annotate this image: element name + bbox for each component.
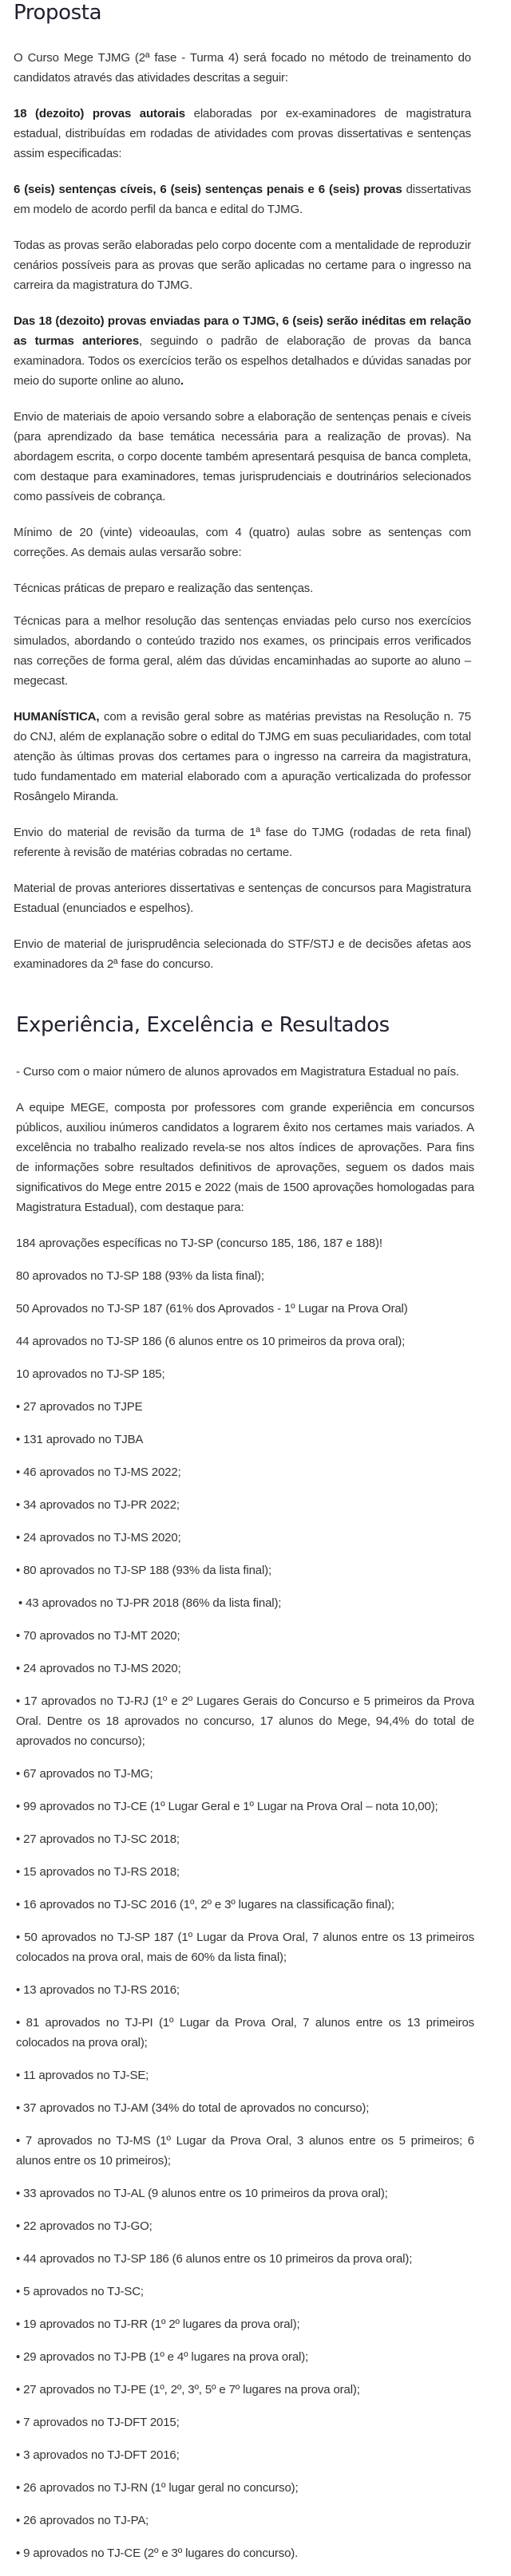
- humanistica-text: com a revisão geral sobre as matérias previstas na Resolução n. 75 do CNJ, além de explanação sobre o edital do TJMG em suas peculiaridades, com total atenção às últimas provas dos certames para o ingresso na carreira da magistratura, tudo fundamentado em material elaborado com a apuração verticalizada do professor Rosângelo Miranda.: [14, 710, 471, 803]
- humanistica-paragraph: [14, 707, 471, 807]
- tecnicas-praticas-paragraph: Técnicas práticas de preparo e realização das sentenças.: [14, 582, 314, 595]
- approval-item: • 70 aprovados no TJ-MT 2020;: [16, 1629, 180, 1643]
- tecnicas-resolucao-paragraph: Técnicas para a melhor resolução das sentenças enviadas pelo curso nos exercícios simulados, abordando o conteúdo trazido nos exames, os principais erros verificados nas correções de forma geral, além das dúvidas encaminhadas ao suporte ao aluno – megecast.: [14, 614, 471, 688]
- highlight-item: 184 aprovações específicas no TJ-SP (concurso 185, 186, 187 e 188)!: [16, 1237, 382, 1250]
- approval-item: • 27 aprovados no TJ-PE (1º, 2º, 3º, 5º e 7º lugares na prova oral);: [16, 2383, 360, 2397]
- provas-autorais-paragraph: [14, 104, 471, 164]
- approval-item: • 26 aprovados no TJ-RN (1º lugar geral no concurso);: [16, 2481, 299, 2495]
- approval-item: • 27 aprovados no TJPE: [16, 1400, 143, 1414]
- approval-item: • 44 aprovados no TJ-SP 186 (6 alunos entre os 10 primeiros da prova oral);: [16, 2252, 413, 2266]
- approval-item: • 99 aprovados no TJ-CE (1º Lugar Geral e 1º Lugar na Prova Oral – nota 10,00);: [16, 1800, 438, 1813]
- provas-ineditas-paragraph: [14, 311, 471, 391]
- approval-item: • 33 aprovados no TJ-AL (9 alunos entre os 10 primeiros da prova oral);: [16, 2187, 388, 2200]
- approval-item: • 67 aprovados no TJ-MG;: [16, 1767, 153, 1781]
- sentencas-paragraph: [14, 179, 471, 219]
- materiais-apoio-paragraph: Envio de materiais de apoio versando sobre a elaboração de sentenças penais e cíveis (para aprendizado da base temática necessária para a realização de provas). Na abordagem escrita, o corpo docente também apresentará pesquisa de banca completa, com destaque para examinadores, temas jurisprudenciais e doutrinários selecionados como passíveis de cobrança.: [14, 410, 471, 503]
- approval-item: • 27 aprovados no TJ-SC 2018;: [16, 1832, 180, 1846]
- approval-item: • 24 aprovados no TJ-MS 2020;: [16, 1531, 181, 1544]
- proposta-heading: Proposta: [14, 1, 102, 25]
- approval-item: • 80 aprovados no TJ-SP 188 (93% da lista final);: [16, 1564, 272, 1577]
- approval-item: • 11 aprovados no TJ-SE;: [16, 2069, 149, 2082]
- approval-item: • 29 aprovados no TJ-PB (1º e 4º lugares na prova oral);: [16, 2350, 309, 2364]
- resultados-heading: Experiência, Excelência e Resultados: [16, 1013, 390, 1037]
- approval-item: • 50 aprovados no TJ-SP 187 (1º Lugar da Prova Oral, 7 alunos entre os 13 primeiros colocados na prova oral, mais de 60% da lista final);: [16, 1931, 474, 1964]
- approval-item: • 19 aprovados no TJ-RR (1º 2º lugares da prova oral);: [16, 2318, 300, 2331]
- approval-item: • 43 aprovados no TJ-PR 2018 (86% da lista final);: [18, 1596, 282, 1610]
- approval-item: • 3 aprovados no TJ-DFT 2016;: [16, 2448, 180, 2462]
- highlight-item: 80 aprovados no TJ-SP 188 (93% da lista final);: [16, 1269, 264, 1283]
- sentencas-bold: 6 (seis) sentenças cíveis, 6 (seis) sentenças penais e 6 (seis) provas: [14, 183, 402, 196]
- highlight-item: 44 aprovados no TJ-SP 186 (6 alunos entre os 10 primeiros da prova oral);: [16, 1335, 406, 1348]
- highlight-item: 10 aprovados no TJ-SP 185;: [16, 1367, 165, 1381]
- provas-autorais-text: elaboradas por ex-examinadores de magistratura estadual, distribuídas em rodadas de atividades com provas dissertativas e sentenças assim especificadas:: [14, 107, 472, 160]
- highlights-list: [16, 1233, 474, 1384]
- approval-item: • 7 aprovados no TJ-DFT 2015;: [16, 2416, 180, 2429]
- equipe-paragraph: A equipe MEGE, composta por professores com grande experiência em concursos públicos, auxiliou inúmeros candidatos a lograrem êxito nos certames mais variados. A excelência no trabalho realizado revela-se nos altos índices de aprovações. Para fins de informações sobre resultados definitivos de aprovações, seguem os dados mais significativos do Mege entre 2015 e 2022 (mais de 1500 aprovações homologadas para Magistratura Estadual), com destaque para:: [16, 1101, 474, 1214]
- approval-item: • 9 aprovados no TJ-CE (2º e 3º lugares do concurso).: [16, 2546, 299, 2560]
- approval-item: • 26 aprovados no TJ-PA;: [16, 2514, 149, 2527]
- sentencas-text: dissertativas em modelo de acordo perfil da banca e edital do TJMG.: [14, 183, 471, 216]
- approval-item: • 22 aprovados no TJ-GO;: [16, 2219, 153, 2233]
- approval-item: • 24 aprovados no TJ-MS 2020;: [16, 1662, 181, 1675]
- material-provas-anteriores-paragraph: Material de provas anteriores dissertativas e sentenças de concursos para Magistratura Estadual (enunciados e espelhos).: [14, 882, 471, 915]
- approval-item: • 7 aprovados no TJ-MS (1º Lugar da Prova Oral, 3 alunos entre os 5 primeiros; 6 alunos entre os 10 primeiros);: [16, 2134, 474, 2168]
- todas-provas-paragraph: Todas as provas serão elaboradas pelo corpo docente com a mentalidade de reproduzir cenários possíveis para as provas que serão aplicadas no certame para o ingresso na carreira da magistratura do TJMG.: [14, 239, 471, 292]
- approval-item: • 16 aprovados no TJ-SC 2016 (1º, 2º e 3º lugares na classificação final);: [16, 1898, 394, 1911]
- approval-item: • 17 aprovados no TJ-RJ (1º e 2º Lugares Gerais do Concurso e 5 primeiros da Prova Oral. Dentre os 18 aprovados no concurso, 17 alunos do Mege, 94,4% do total de aprovados no concurso);: [16, 1694, 474, 1748]
- approval-item: • 81 aprovados no TJ-PI (1º Lugar da Prova Oral, 7 alunos entre os 13 primeiros colocados na prova oral);: [16, 2016, 474, 2049]
- provas-autorais-bold: 18 (dezoito) provas autorais: [14, 107, 185, 120]
- videoaulas-paragraph: Mínimo de 20 (vinte) videoaulas, com 4 (quatro) aulas sobre as sentenças com correções. As demais aulas versarão sobre:: [14, 526, 471, 559]
- approval-item: • 131 aprovado no TJBA: [16, 1433, 144, 1446]
- resultados-intro: - Curso com o maior número de alunos aprovados em Magistratura Estadual no país.: [16, 1065, 459, 1079]
- resultados-section: [0, 1012, 511, 2563]
- approval-item: • 37 aprovados no TJ-AM (34% do total de aprovados no concurso);: [16, 2101, 370, 2115]
- approval-item: • 34 aprovados no TJ-PR 2022;: [16, 1498, 180, 1512]
- approvals-list: [16, 1397, 474, 2563]
- provas-ineditas-text: , seguindo o padrão de elaboração de provas da banca examinadora. Todos os exercícios terão os espelhos detalhados e dúvidas sanadas por meio do suporte online ao aluno: [14, 334, 471, 388]
- approval-item: • 13 aprovados no TJ-RS 2016;: [16, 1983, 180, 1997]
- provas-ineditas-end: .: [180, 374, 184, 388]
- proposta-intro: O Curso Mege TJMG (2ª fase - Turma 4) será focado no método de treinamento do candidatos através das atividades descritas a seguir:: [14, 51, 471, 85]
- jurisprudencia-paragraph: Envio de material de jurisprudência selecionada do STF/STJ e de decisões afetas aos examinadores da 2ª fase do concurso.: [14, 937, 471, 971]
- provas-ineditas-bold: Das 18 (dezoito) provas enviadas para o TJMG, 6 (seis) serão inéditas em relação as turmas anteriores: [14, 314, 471, 348]
- material-revisao-paragraph: Envio do material de revisão da turma de 1ª fase do TJMG (rodadas de reta final) referente à revisão de matérias cobradas no certame.: [14, 826, 471, 859]
- approval-item: • 5 aprovados no TJ-SC;: [16, 2285, 144, 2298]
- approval-item: • 46 aprovados no TJ-MS 2022;: [16, 1466, 181, 1479]
- highlight-item: 50 Aprovados no TJ-SP 187 (61% dos Aprovados - 1º Lugar na Prova Oral): [16, 1302, 408, 1316]
- approval-item: • 15 aprovados no TJ-RS 2018;: [16, 1865, 180, 1879]
- humanistica-bold: HUMANÍSTICA,: [14, 710, 100, 724]
- proposta-section: [0, 0, 511, 974]
